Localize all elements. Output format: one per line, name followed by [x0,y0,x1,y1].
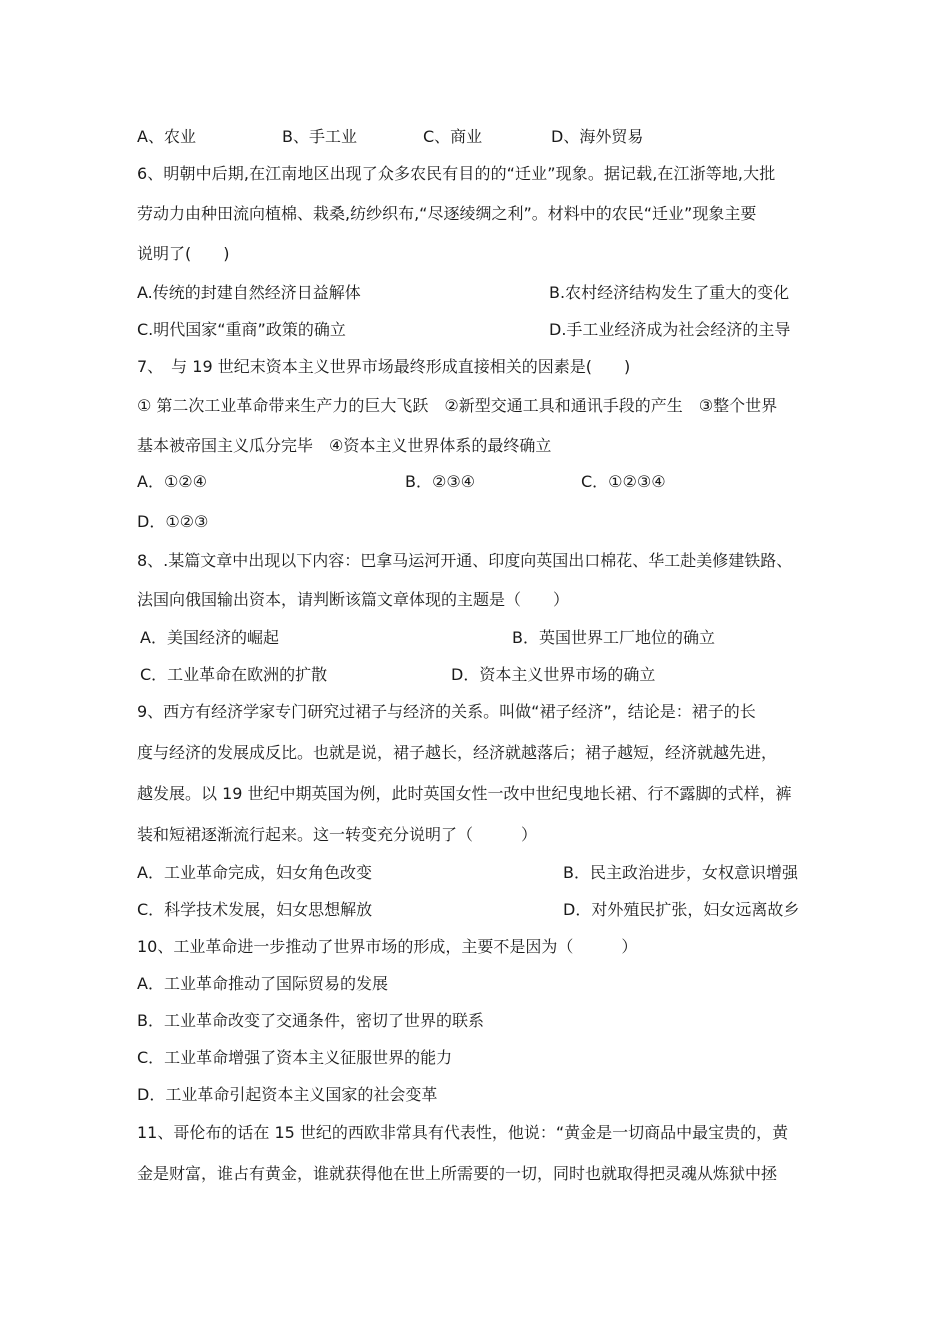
q8-option-d: D．资本主义世界市场的确立 [451,665,656,684]
q9-stem-line: 9、西方有经济学家专门研究过裙子与经济的关系。叫做“裙子经济”，结论是：裙子的长 [137,702,756,721]
q6-stem-line: 说明了( ) [137,244,230,263]
q10-option-a: A．工业革命推动了国际贸易的发展 [137,974,388,993]
q6-option-a: A.传统的封建自然经济日益解体 [137,283,361,302]
q6-option-b: B.农村经济结构发生了重大的变化 [549,283,790,302]
q8-option-b: B．英国世界工厂地位的确立 [512,628,715,647]
q7-option-b: B．②③④ [405,472,476,491]
q5-option-a: A、农业 [137,127,196,146]
q6-option-d: D.手工业经济成为社会经济的主导 [549,320,791,339]
q9-stem-line: 越发展。以 19 世纪中期英国为例，此时英国女性一改中世纪曳地长裙、行不露脚的式样，裤 [137,784,792,803]
q5-option-d: D、海外贸易 [551,127,644,146]
q8-stem-line: 8、.某篇文章中出现以下内容：巴拿马运河开通、印度向英国出口棉花、华工赴美修建铁路、 [137,551,793,570]
q11-stem-line: 金是财富，谁占有黄金，谁就获得他在世上所需要的一切，同时也就取得把灵魂从炼狱中拯 [137,1164,778,1183]
q8-stem-line: 法国向俄国输出资本，请判断该篇文章体现的主题是（ ） [137,590,570,609]
q7-option-c: C．①②③④ [581,472,666,491]
q6-stem-line: 劳动力由种田流向植棉、栽桑,纺纱织布,“尽逐绫绸之利”。材料中的农民“迁业”现象主要 [137,204,757,223]
q10-option-d: D．工业革命引起资本主义国家的社会变革 [137,1085,438,1104]
q7-stem-line: 7、 与 19 世纪末资本主义世界市场最终形成直接相关的因素是( ) [137,357,631,376]
q10-option-b: B．工业革命改变了交通条件，密切了世界的联系 [137,1011,484,1030]
q9-stem-line: 度与经济的发展成反比。也就是说，裙子越长，经济就越落后；裙子越短，经济就越先进， [137,743,778,762]
q8-option-a: A．美国经济的崛起 [140,628,279,647]
q10-stem-line: 10、工业革命进一步推动了世界市场的形成，主要不是因为（ ） [137,937,638,956]
q8-option-c: C．工业革命在欧洲的扩散 [140,665,328,684]
q9-option-b: B．民主政治进步，女权意识增强 [563,863,798,882]
q10-option-c: C．工业革命增强了资本主义征服世界的能力 [137,1048,453,1067]
q9-option-d: D．对外殖民扩张，妇女远离故乡 [563,900,800,919]
q9-option-a: A．工业革命完成，妇女角色改变 [137,863,372,882]
q7-stem-line: ① 第二次工业革命带来生产力的巨大飞跃 ②新型交通工具和通讯手段的产生 ③整个世界 [137,396,778,415]
q5-option-b: B、手工业 [282,127,357,146]
q7-stem-line: 基本被帝国主义瓜分完毕 ④资本主义世界体系的最终确立 [137,436,552,455]
q7-option-d: D．①②③ [137,512,209,531]
q6-stem-line: 6、明朝中后期,在江南地区出现了众多农民有目的的“迁业”现象。据记载,在江浙等地,大批 [137,164,776,183]
q11-stem-line: 11、哥伦布的话在 15 世纪的西欧非常具有代表性，他说：“黄金是一切商品中最宝贵的，黄 [137,1123,789,1142]
q9-option-c: C．科学技术发展，妇女思想解放 [137,900,373,919]
q7-option-a: A．①②④ [137,472,207,491]
q6-option-c: C.明代国家“重商”政策的确立 [137,320,346,339]
q9-stem-line: 装和短裙逐渐流行起来。这一转变充分说明了（ ） [137,825,538,844]
q5-option-c: C、商业 [423,127,483,146]
